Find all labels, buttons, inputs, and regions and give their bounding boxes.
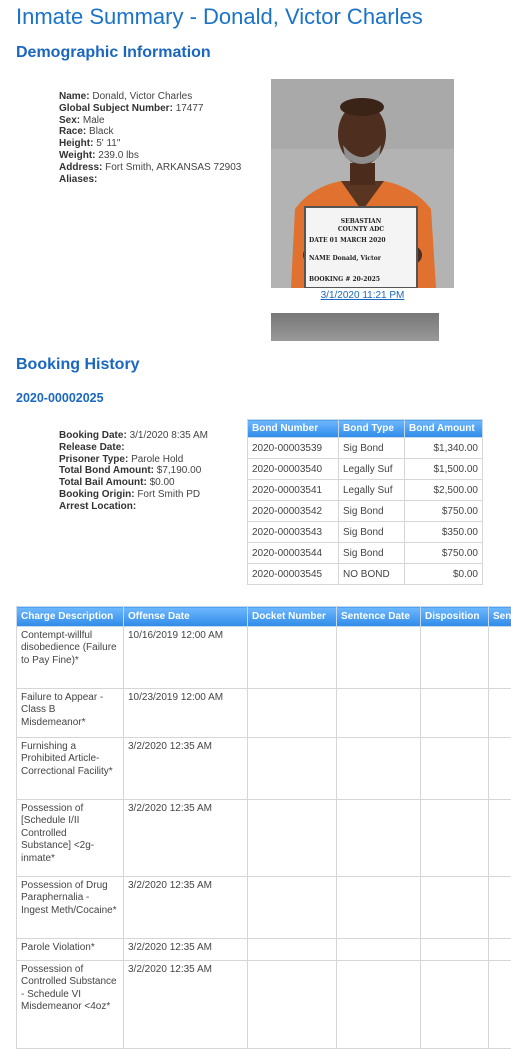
sign-line-2: COUNTY ADC	[337, 226, 385, 233]
bond-amount: $750.00	[405, 543, 483, 564]
charge-description: Possession of Drug Paraphernalia - Ingest Meth/Cocaine*	[17, 877, 124, 939]
col-bond-amount: Bond Amount	[405, 420, 483, 438]
booking-history-heading: Booking History	[16, 356, 140, 373]
sentence-date	[337, 627, 421, 689]
field-release-date: Release Date:	[59, 441, 125, 453]
docket-number	[248, 689, 337, 738]
bond-amount: $2,500.00	[405, 480, 483, 501]
docket-number	[248, 939, 337, 961]
docket-number	[248, 877, 337, 939]
sentence	[489, 961, 511, 1049]
field-name: Name: Donald, Victor Charles	[59, 91, 193, 102]
field-sex: Sex: Male	[59, 114, 105, 126]
bond-row	[248, 459, 483, 480]
docket-number	[248, 800, 337, 877]
charge-row	[17, 939, 511, 961]
disposition	[421, 689, 489, 738]
offense-date: 3/2/2020 12:35 AM	[124, 961, 248, 1049]
bond-table	[247, 419, 483, 585]
field-booking-date: Booking Date: 3/1/2020 8:35 AM	[59, 430, 208, 441]
sentence-date	[337, 689, 421, 738]
offense-date: 10/16/2019 12:00 AM	[124, 627, 248, 689]
bond-type: NO BOND	[339, 564, 405, 585]
bond-row	[248, 543, 483, 564]
demographic-heading: Demographic Information	[16, 44, 211, 61]
field-arrest-location: Arrest Location:	[59, 500, 137, 512]
bond-amount: $1,340.00	[405, 438, 483, 459]
field-prisoner-type: Prisoner Type: Parole Hold	[59, 453, 184, 465]
field-race: Race: Black	[59, 126, 114, 138]
sentence	[489, 800, 511, 877]
bond-row	[248, 438, 483, 459]
charge-description: Contempt-willful disobedience (Failure to Pay Fine)*	[17, 627, 124, 689]
booking-info	[59, 430, 208, 513]
offense-date: 3/2/2020 12:35 AM	[124, 939, 248, 961]
charge-description: Parole Violation*	[17, 939, 124, 961]
col-bond-type: Bond Type	[339, 420, 405, 438]
field-aliases: Aliases:	[59, 173, 98, 185]
disposition	[421, 627, 489, 689]
disposition	[421, 738, 489, 800]
bond-number: 2020-00003543	[248, 522, 339, 543]
field-global-subject-number: Global Subject Number: 17477	[59, 102, 204, 114]
charge-row	[17, 738, 511, 800]
demographic-info	[59, 91, 241, 185]
bond-type: Sig Bond	[339, 501, 405, 522]
charge-table-header	[17, 607, 511, 627]
disposition	[421, 877, 489, 939]
second-photo-thumbnail[interactable]	[271, 313, 439, 341]
sentence-date	[337, 738, 421, 800]
charge-row	[17, 800, 511, 877]
charge-table-container[interactable]	[16, 606, 511, 1049]
bond-row	[248, 480, 483, 501]
disposition	[421, 800, 489, 877]
sentence-date	[337, 877, 421, 939]
docket-number	[248, 961, 337, 1049]
col-bond-number: Bond Number	[248, 420, 339, 438]
bond-type: Legally Suf	[339, 480, 405, 501]
bond-type: Sig Bond	[339, 438, 405, 459]
charge-row	[17, 689, 511, 738]
sign-line-1: SEBASTIAN	[340, 218, 382, 225]
bond-row	[248, 564, 483, 585]
sentence-date	[337, 800, 421, 877]
offense-date: 3/2/2020 12:35 AM	[124, 877, 248, 939]
bond-type: Legally Suf	[339, 459, 405, 480]
bond-number: 2020-00003544	[248, 543, 339, 564]
page-title: Inmate Summary - Donald, Victor Charles	[16, 4, 423, 29]
col-disposition: Disposition	[421, 607, 489, 627]
disposition	[421, 961, 489, 1049]
bond-number: 2020-00003540	[248, 459, 339, 480]
field-booking-origin: Booking Origin: Fort Smith PD	[59, 488, 201, 500]
offense-date: 3/2/2020 12:35 AM	[124, 738, 248, 800]
booking-photo[interactable]	[271, 79, 454, 288]
sentence	[489, 738, 511, 800]
charge-table	[16, 606, 511, 1049]
sign-name: NAME Donald, Victor	[309, 255, 381, 262]
offense-date: 3/2/2020 12:35 AM	[124, 800, 248, 877]
disposition	[421, 939, 489, 961]
charge-description: Furnishing a Prohibited Article-Correctional Facility*	[17, 738, 124, 800]
bond-row	[248, 501, 483, 522]
sentence-date	[337, 961, 421, 1049]
field-total-bail-amount: Total Bail Amount: $0.00	[59, 477, 175, 489]
bond-amount: $1,500.00	[405, 459, 483, 480]
col-sentence-date: Sentence Date	[337, 607, 421, 627]
col-docket-number: Docket Number	[248, 607, 337, 627]
sentence	[489, 877, 511, 939]
charge-row	[17, 961, 511, 1049]
sentence	[489, 939, 511, 961]
photo-timestamp-link[interactable]: 3/1/2020 11:21 PM	[320, 290, 405, 301]
col-offense-date: Offense Date	[124, 607, 248, 627]
sign-booking: BOOKING # 20-2025	[309, 276, 381, 283]
charge-description: Possession of [Schedule I/II Controlled Substance] <2g- inmate*	[17, 800, 124, 877]
booking-photo-image	[271, 79, 454, 288]
bond-type: Sig Bond	[339, 543, 405, 564]
field-weight: Weight: 239.0 lbs	[59, 149, 139, 161]
bond-number: 2020-00003542	[248, 501, 339, 522]
booking-number: 2020-00002025	[16, 391, 104, 405]
charge-description: Failure to Appear - Class B Misdemeanor*	[17, 689, 124, 738]
bond-amount: $750.00	[405, 501, 483, 522]
bond-amount: $0.00	[405, 564, 483, 585]
field-address: Address: Fort Smith, ARKANSAS 72903	[59, 161, 242, 173]
field-height: Height: 5' 11"	[59, 138, 121, 150]
bond-row	[248, 522, 483, 543]
charge-description: Possession of Controlled Substance - Schedule VI Misdemeanor <4oz*	[17, 961, 124, 1049]
field-total-bond-amount: Total Bond Amount: $7,190.00	[59, 465, 202, 477]
docket-number	[248, 738, 337, 800]
sentence	[489, 627, 511, 689]
charge-row	[17, 627, 511, 689]
charge-row	[17, 877, 511, 939]
bond-amount: $350.00	[405, 522, 483, 543]
col-charge-description: Charge Description	[17, 607, 124, 627]
bond-type: Sig Bond	[339, 522, 405, 543]
bond-table-header	[248, 420, 483, 438]
bond-number: 2020-00003541	[248, 480, 339, 501]
offense-date: 10/23/2019 12:00 AM	[124, 689, 248, 738]
sentence-date	[337, 939, 421, 961]
col-sentence: Sen	[489, 607, 511, 627]
bond-number: 2020-00003539	[248, 438, 339, 459]
sign-date: DATE 01 MARCH 2020	[309, 237, 386, 244]
sentence	[489, 689, 511, 738]
docket-number	[248, 627, 337, 689]
bond-number: 2020-00003545	[248, 564, 339, 585]
